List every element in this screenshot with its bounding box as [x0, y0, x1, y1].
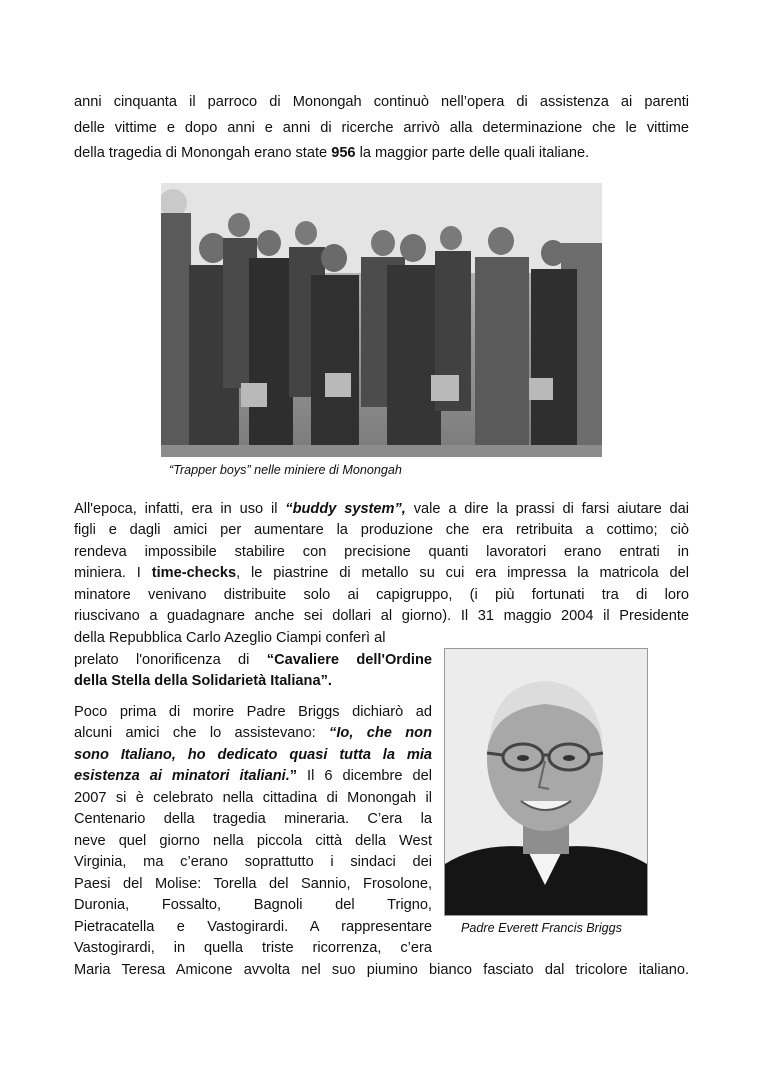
para3-line-1: Poco prima di morire Padre Briggs dichiarò ad	[74, 704, 432, 720]
trapper-boys-photo	[161, 183, 602, 457]
para3-line-6: Centenario della tragedia mineraria. C’era la	[74, 811, 432, 827]
para2-line-6: riuscivano a guadagnare anche sei dollari al giorno). Il 31 maggio 2004 il Presidente	[74, 608, 689, 624]
para1-line-1: anni cinquanta il parroco di Monongah continuò nell’opera di assistenza ai parenti	[74, 94, 689, 110]
para2-line-4: miniera. I time-checks, le piastrine di metallo su cui era impressa la matricola del	[74, 565, 689, 581]
para3-line-10: Duronia, Fossalto, Bagnoli del Trigno,	[74, 897, 432, 913]
para3-line-3: sono Italiano, ho dedicato quasi tutta la mia	[74, 747, 432, 763]
para3-line-12: Vastogirardi, in quella triste ricorrenza, c’era	[74, 940, 432, 956]
para3-line-9: Paesi del Molise: Torella del Sannio, Frosolone,	[74, 876, 432, 892]
para2-line-1: All'epoca, infatti, era in uso il “buddy system”, vale a dire la prassi di farsi aiutare dai	[74, 501, 690, 517]
para3-line-2: alcuni amici che lo assistevano: “Io, che non	[74, 725, 432, 741]
para3-line-8: Virginia, ma c’erano soprattutto i sindaci dei	[74, 854, 432, 870]
para2-line-9: della Stella della Solidarietà Italiana”.	[74, 673, 332, 689]
para2-line-8: prelato l'onorificenza di “Cavaliere dell'Ordine	[74, 652, 432, 668]
para3-line-11: Pietracatella e Vastogirardi. A rappresentare	[74, 919, 432, 935]
padre-briggs-caption: Padre Everett Francis Briggs	[461, 921, 622, 935]
para2-line-7: della Repubblica Carlo Azeglio Ciampi conferì al	[74, 630, 386, 646]
para2-line-2: figli e dagli amici per aumentare la produzione che era retribuita a cottimo; ciò	[74, 522, 689, 538]
para3-line-5: 2007 si è celebrato nella cittadina di Monongah il	[74, 790, 432, 806]
para3-line-7: neve quel giorno nella piccola città della West	[74, 833, 432, 849]
padre-briggs-portrait	[444, 648, 648, 916]
para3-line-13: Maria Teresa Amicone avvolta nel suo piumino bianco fasciato dal tricolore italiano.	[74, 962, 689, 978]
para2-line-3: rendeva impossibile stabilire con precisione quanti lavoratori erano entrati in	[74, 544, 689, 560]
para1-line-3: della tragedia di Monongah erano state 956 la maggior parte delle quali italiane.	[74, 145, 590, 161]
para2-line-5: minatore venivano distribuite solo ai capigruppo, (i più fortunati tra di loro	[74, 587, 689, 603]
trapper-boys-caption: “Trapper boys” nelle miniere di Monongah	[169, 463, 402, 477]
para3-line-4: esistenza ai minatori italiani.” Il 6 dicembre del	[74, 768, 432, 784]
para1-line-2: delle vittime e dopo anni e anni di ricerche arrivò alla determinazione che le vittime	[74, 120, 689, 136]
